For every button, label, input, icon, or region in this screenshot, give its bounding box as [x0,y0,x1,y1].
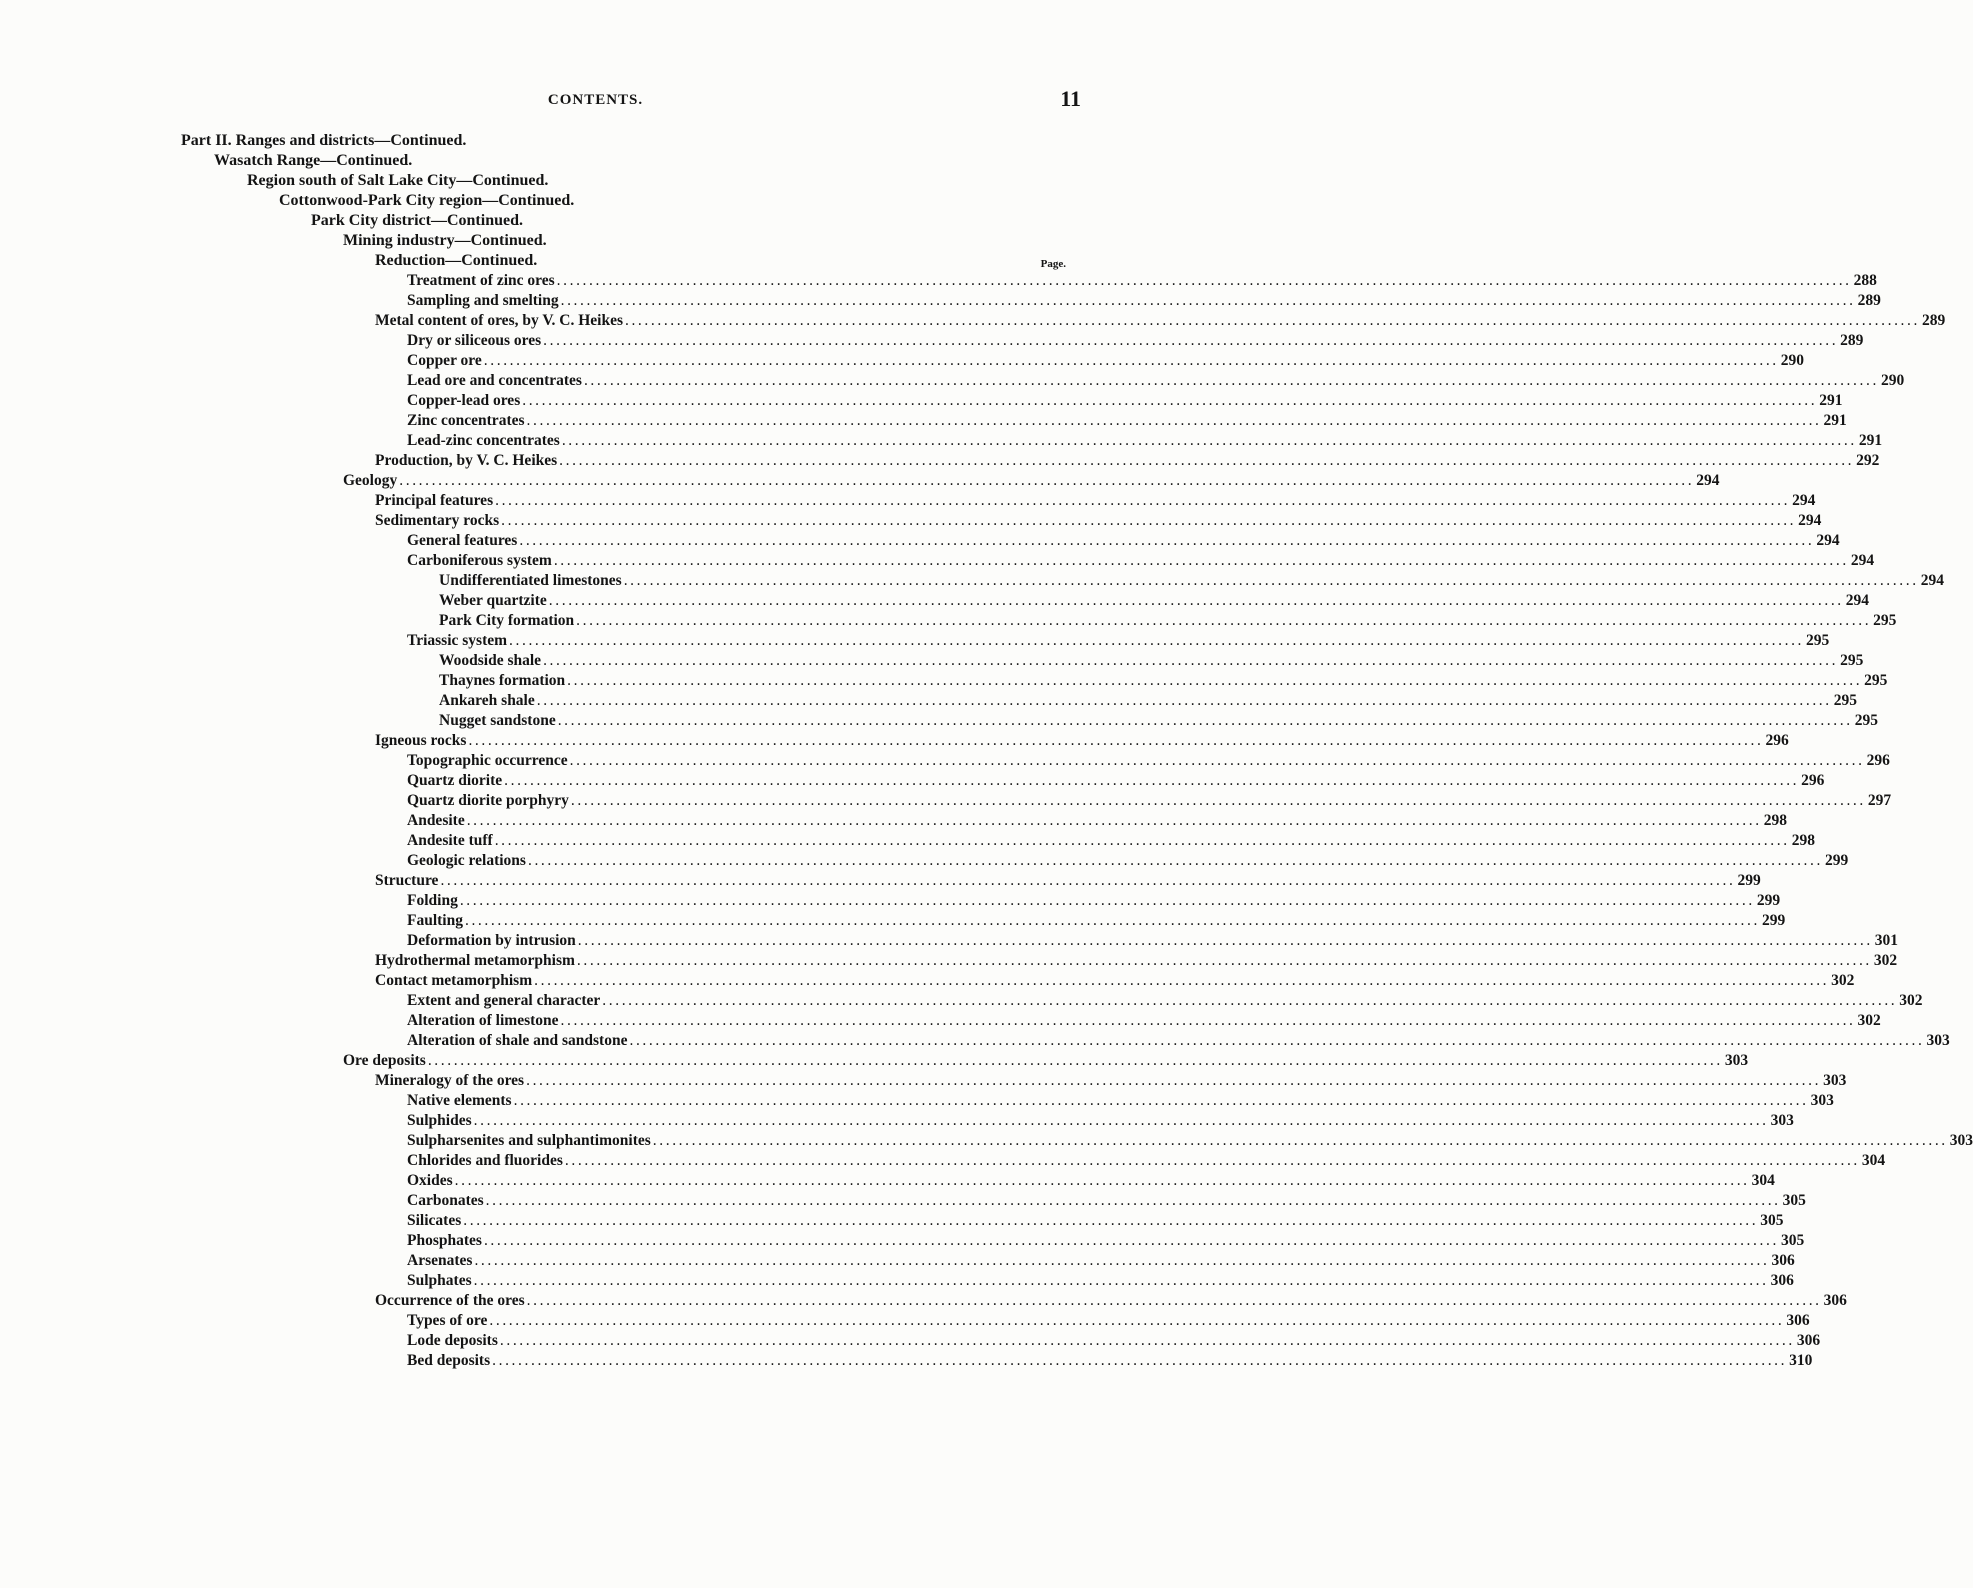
toc-entry [407,1131,1973,1151]
toc-entry-page: 289 [1840,332,1864,349]
toc-entry [407,431,1883,451]
running-title: CONTENTS. [547,92,644,108]
toc-entry-page: 303 [1724,1052,1749,1069]
toc-entry-page: 298 [1791,832,1815,849]
toc-entry-page: 289 [1857,292,1881,309]
toc-entry-title: Phosphates [407,1232,482,1249]
dot-leader: ........................................................................................................................................................................................................ [576,612,1872,629]
toc-entry-page: 303 [1770,1112,1794,1129]
toc-entry [407,791,1892,811]
dot-leader: ........................................................................................................................................................................................................ [570,792,1866,809]
toc-entry-page: 294 [1792,492,1816,509]
toc-entry-title: Ore deposits [343,1052,426,1069]
toc-entry-title: Lead ore and concentrates [407,372,582,389]
dot-leader: ........................................................................................................................................................................................................ [553,552,1849,569]
dot-leader: ........................................................................................................................................................................................................ [536,692,1832,709]
toc-entry-page: 301 [1874,932,1899,949]
dot-leader: ........................................................................................................................................................................................................ [473,1112,1769,1129]
page-column-label: Page. [1040,258,1066,270]
dot-leader: ........................................................................................................................................................................................................ [576,952,1872,969]
heading-cottonwood-park: Cottonwood-Park City region—Continued. [279,192,575,209]
toc-entry-title: Topographic occurrence [407,752,568,769]
toc-entry-page: 295 [1873,612,1897,629]
toc-entry-title: Andesite tuff [407,832,493,849]
toc-entry-page: 305 [1780,1232,1805,1249]
toc-entry-title: Lode deposits [407,1332,498,1349]
dot-leader: ........................................................................................................................................................................................................ [519,532,1815,549]
dot-leader: ........................................................................................................................................................................................................ [464,912,1760,929]
toc-entry-title: Nugget sandstone [439,712,556,729]
dot-leader: ........................................................................................................................................................................................................ [602,992,1898,1009]
dot-leader: ........................................................................................................................................................................................................ [427,1052,1723,1069]
heading-region-south: Region south of Salt Lake City—Continued. [247,172,549,189]
toc-entry-page: 303 [1810,1092,1834,1109]
toc-entry-title: Copper ore [407,352,482,369]
toc-entry-page: 303 [1823,1072,1847,1089]
dot-leader: ........................................................................................................................................................................................................ [548,592,1844,609]
toc-entry-page: 305 [1760,1212,1784,1229]
toc-entry-title: Metal content of ores, by V. C. Heikes [375,312,623,329]
dot-leader: ........................................................................................................................................................................................................ [567,672,1863,689]
toc-entry [407,1211,1784,1231]
toc-entry-title: Principal features [375,492,494,509]
dot-leader: ........................................................................................................................................................................................................ [504,772,1800,789]
toc-entry [407,391,1843,411]
toc-entry-title: Woodside shale [439,652,542,669]
dot-leader: ........................................................................................................................................................................................................ [489,1312,1785,1329]
toc-entry-title: Oxides [407,1172,453,1189]
toc-entry [407,891,1781,911]
dot-leader: ........................................................................................................................................................................................................ [561,432,1857,449]
toc-entry-page: 306 [1796,1332,1821,1349]
heading-mining-industry: Mining industry—Continued. [343,232,547,249]
toc-entry-page: 304 [1751,1172,1775,1189]
dot-leader: ........................................................................................................................................................................................................ [559,452,1855,469]
dot-leader: ........................................................................................................................................................................................................ [501,512,1797,529]
dot-leader: ........................................................................................................................................................................................................ [624,312,1920,329]
toc-entry-title: Alteration of limestone [407,1012,559,1029]
dot-leader: ........................................................................................................................................................................................................ [560,1012,1856,1029]
toc-entry-title: Occurrence of the ores [375,1292,525,1309]
dot-leader: ........................................................................................................................................................................................................ [623,572,1919,589]
toc-entry-page: 294 [1816,532,1840,549]
toc-entry-page: 306 [1786,1312,1810,1329]
toc-entry [439,571,1944,591]
toc-entry [407,351,1805,371]
toc-entry-title: Treatment of zinc ores [407,272,555,289]
page-number: 11 [1060,86,1081,111]
toc-entry-page: 298 [1763,812,1787,829]
heading-park-city-district: Park City district—Continued. [311,212,523,229]
toc-entry-page: 303 [1926,1032,1950,1049]
toc-entry-title: Arsenates [407,1252,473,1269]
toc-entry-page: 310 [1789,1352,1813,1369]
toc-entry-title: Dry or siliceous ores [407,332,542,349]
dot-leader: ........................................................................................................................................................................................................ [468,732,1764,749]
toc-entry-title: General features [407,532,518,549]
toc-entry-title: Contact metamorphism [375,972,533,989]
dot-leader: ........................................................................................................................................................................................................ [399,472,1695,489]
toc-entry-title: Undifferentiated limestones [439,572,622,589]
toc-entry [407,291,1881,311]
toc-entry-title: Bed deposits [407,1352,491,1369]
toc-entry-title: Andesite [407,812,465,829]
toc-entry-page: 302 [1857,1012,1881,1029]
toc-entry-page: 306 [1823,1292,1847,1309]
toc-entry-title: Carboniferous system [407,552,552,569]
dot-leader: ........................................................................................................................................................................................................ [583,372,1879,389]
toc-entry-title: Quartz diorite [407,772,503,789]
toc-entry-title: Triassic system [407,632,508,649]
toc-entry-page: 295 [1840,652,1864,669]
toc-entry-title: Park City formation [439,612,575,629]
dot-leader: ........................................................................................................................................................................................................ [483,352,1779,369]
toc-entry [407,411,1847,431]
toc-entry [343,471,1720,491]
toc-entry [407,1231,1805,1251]
dot-leader: ........................................................................................................................................................................................................ [543,652,1839,669]
dot-leader: ........................................................................................................................................................................................................ [474,1252,1770,1269]
toc-entry [375,451,1880,471]
dot-leader: ........................................................................................................................................................................................................ [473,1272,1769,1289]
toc-entry-title: Copper-lead ores [407,392,521,409]
toc-entry-page: 299 [1737,872,1761,889]
dot-leader: ........................................................................................................................................................................................................ [560,292,1856,309]
toc-entry [375,511,1822,531]
dot-leader: ........................................................................................................................................................................................................ [499,1332,1795,1349]
toc-entry-title: Thaynes formation [439,672,566,689]
toc-entry-page: 302 [1899,992,1923,1009]
dot-leader: ........................................................................................................................................................................................................ [485,1192,1781,1209]
toc-entry-page: 296 [1866,752,1890,769]
toc-entry-page: 306 [1771,1252,1795,1269]
dot-leader: ........................................................................................................................................................................................................ [459,892,1755,909]
toc-entry [439,651,1864,671]
toc-entry-page: 296 [1765,732,1789,749]
dot-leader: ........................................................................................................................................................................................................ [577,932,1873,949]
toc-entry-page: 295 [1833,692,1857,709]
toc-entry [407,331,1864,351]
toc-entry [375,951,1898,971]
toc-entry-page: 289 [1921,312,1946,329]
toc-entry [407,1031,1950,1051]
toc-entry [439,611,1897,631]
toc-entry [407,1311,1810,1331]
toc-entry-page: 288 [1853,272,1877,289]
dot-leader: ........................................................................................................................................................................................................ [556,272,1852,289]
toc-entry [407,1271,1794,1291]
toc-entry-title: Folding [407,892,458,909]
toc-entry [343,1051,1749,1071]
dot-leader: ........................................................................................................................................................................................................ [526,412,1822,429]
toc-entry-title: Geologic relations [407,852,526,869]
toc-entry-page: 299 [1756,892,1781,909]
dot-leader: ........................................................................................................................................................................................................ [463,1212,1759,1229]
toc-entry [407,751,1890,771]
toc-entry [407,851,1849,871]
toc-entry-page: 291 [1823,412,1847,429]
toc-entry [407,531,1840,551]
toc-entry [375,871,1761,891]
toc-entry-page: 303 [1949,1132,1973,1149]
heading-reduction: Reduction—Continued. [375,252,538,269]
toc-entry-page: 304 [1861,1152,1886,1169]
toc-entry-title: Quartz diorite porphyry [407,792,569,809]
toc-entry [407,831,1815,851]
toc-entry [439,671,1888,691]
toc-entry-title: Silicates [407,1212,462,1229]
toc-entry-title: Zinc concentrates [407,412,525,429]
dot-leader: ........................................................................................................................................................................................................ [629,1032,1925,1049]
dot-leader: ........................................................................................................................................................................................................ [557,712,1853,729]
toc-entry [375,311,1946,331]
toc-entry-title: Alteration of shale and sandstone [407,1032,628,1049]
toc-entry-title: Weber quartzite [439,592,547,609]
dot-leader: ........................................................................................................................................................................................................ [564,1152,1860,1169]
toc-entry [375,1291,1847,1311]
toc-entry-title: Extent and general character [407,992,601,1009]
toc-entry [407,371,1905,391]
toc-entry [407,1191,1806,1211]
toc-entry [407,811,1787,831]
toc-entry-page: 302 [1873,952,1898,969]
toc-entry-page: 294 [1696,472,1720,489]
toc-entry-title: Geology [343,472,398,489]
toc-entry-page: 292 [1856,452,1880,469]
toc-entry [407,1251,1795,1271]
toc-entry [407,551,1875,571]
toc-entry-title: Sulphides [407,1112,472,1129]
toc-entry-page: 294 [1920,572,1944,589]
toc-entry [375,491,1816,511]
toc-entry [375,971,1855,991]
toc-entry-page: 297 [1867,792,1892,809]
dot-leader: ........................................................................................................................................................................................................ [543,332,1839,349]
toc-entry [439,711,1878,731]
toc-entry [439,691,1857,711]
dot-leader: ........................................................................................................................................................................................................ [494,832,1790,849]
toc-entry-page: 294 [1845,592,1870,609]
toc-entry [407,1331,1821,1351]
toc-entry [407,1351,1813,1371]
toc-entry [407,271,1877,291]
toc-entry-title: Sedimentary rocks [375,512,500,529]
toc-entry-title: Structure [375,872,439,889]
dot-leader: ........................................................................................................................................................................................................ [509,632,1805,649]
dot-leader: ........................................................................................................................................................................................................ [495,492,1791,509]
toc-entry-title: Ankareh shale [439,692,535,709]
toc-entry [407,1171,1775,1191]
toc-entry-page: 305 [1782,1192,1806,1209]
heading-part-ii: Part II. Ranges and districts—Continued. [181,132,467,149]
toc-entry-page: 294 [1850,552,1875,569]
toc-entry [407,1091,1834,1111]
toc-entry-title: Chlorides and fluorides [407,1152,563,1169]
toc-entry-title: Production, by V. C. Heikes [375,452,558,469]
toc-entry-title: Types of ore [407,1312,488,1329]
toc-entry-title: Sampling and smelting [407,292,559,309]
dot-leader: ........................................................................................................................................................................................................ [534,972,1830,989]
dot-leader: ........................................................................................................................................................................................................ [526,1292,1822,1309]
dot-leader: ........................................................................................................................................................................................................ [569,752,1865,769]
dot-leader: ........................................................................................................................................................................................................ [527,852,1823,869]
toc-entry-page: 295 [1806,632,1830,649]
toc-entry [407,771,1825,791]
dot-leader: ........................................................................................................................................................................................................ [440,872,1736,889]
toc-entry-title: Sulpharsenites and sulphantimonites [407,1132,651,1149]
toc-entry-page: 296 [1801,772,1825,789]
toc-entry-page: 290 [1880,372,1905,389]
toc-entry-page: 302 [1831,972,1855,989]
toc-entry-title: Igneous rocks [375,732,467,749]
toc-entry-title: Sulphates [407,1272,472,1289]
toc-entry [439,591,1870,611]
toc-entry-page: 290 [1780,352,1805,369]
toc-entry [407,911,1786,931]
toc-entry-page: 294 [1798,512,1822,529]
toc-entry [407,631,1830,651]
toc-entry-page: 291 [1858,432,1883,449]
toc-entry [407,1011,1881,1031]
toc-entry-page: 299 [1824,852,1849,869]
heading-wasatch-range: Wasatch Range—Continued. [214,152,413,169]
toc-entry-title: Mineralogy of the ores [375,1072,525,1089]
toc-entry [407,931,1899,951]
toc-entry [375,731,1789,751]
dot-leader: ........................................................................................................................................................................................................ [454,1172,1750,1189]
toc-entry-title: Carbonates [407,1192,484,1209]
toc-entry-page: 299 [1761,912,1786,929]
toc-entry [407,1151,1886,1171]
toc-entry-page: 295 [1854,712,1878,729]
toc-entry-title: Hydrothermal metamorphism [375,952,575,969]
dot-leader: ........................................................................................................................................................................................................ [466,812,1762,829]
toc-entry-title: Faulting [407,912,463,929]
toc-entry-page: 306 [1770,1272,1794,1289]
dot-leader: ........................................................................................................................................................................................................ [526,1072,1822,1089]
dot-leader: ........................................................................................................................................................................................................ [492,1352,1788,1369]
toc-entry-title: Deformation by intrusion [407,932,576,949]
dot-leader: ........................................................................................................................................................................................................ [652,1132,1948,1149]
toc-entry-title: Lead-zinc concentrates [407,432,560,449]
toc-entry-page: 291 [1819,392,1843,409]
toc-entry [407,991,1923,1011]
dot-leader: ........................................................................................................................................................................................................ [513,1092,1809,1109]
toc-entry [407,1111,1794,1131]
toc-entry-title: Native elements [407,1092,512,1109]
dot-leader: ........................................................................................................................................................................................................ [483,1232,1779,1249]
toc-entry [375,1071,1847,1091]
toc-entry-page: 295 [1864,672,1888,689]
dot-leader: ........................................................................................................................................................................................................ [522,392,1818,409]
